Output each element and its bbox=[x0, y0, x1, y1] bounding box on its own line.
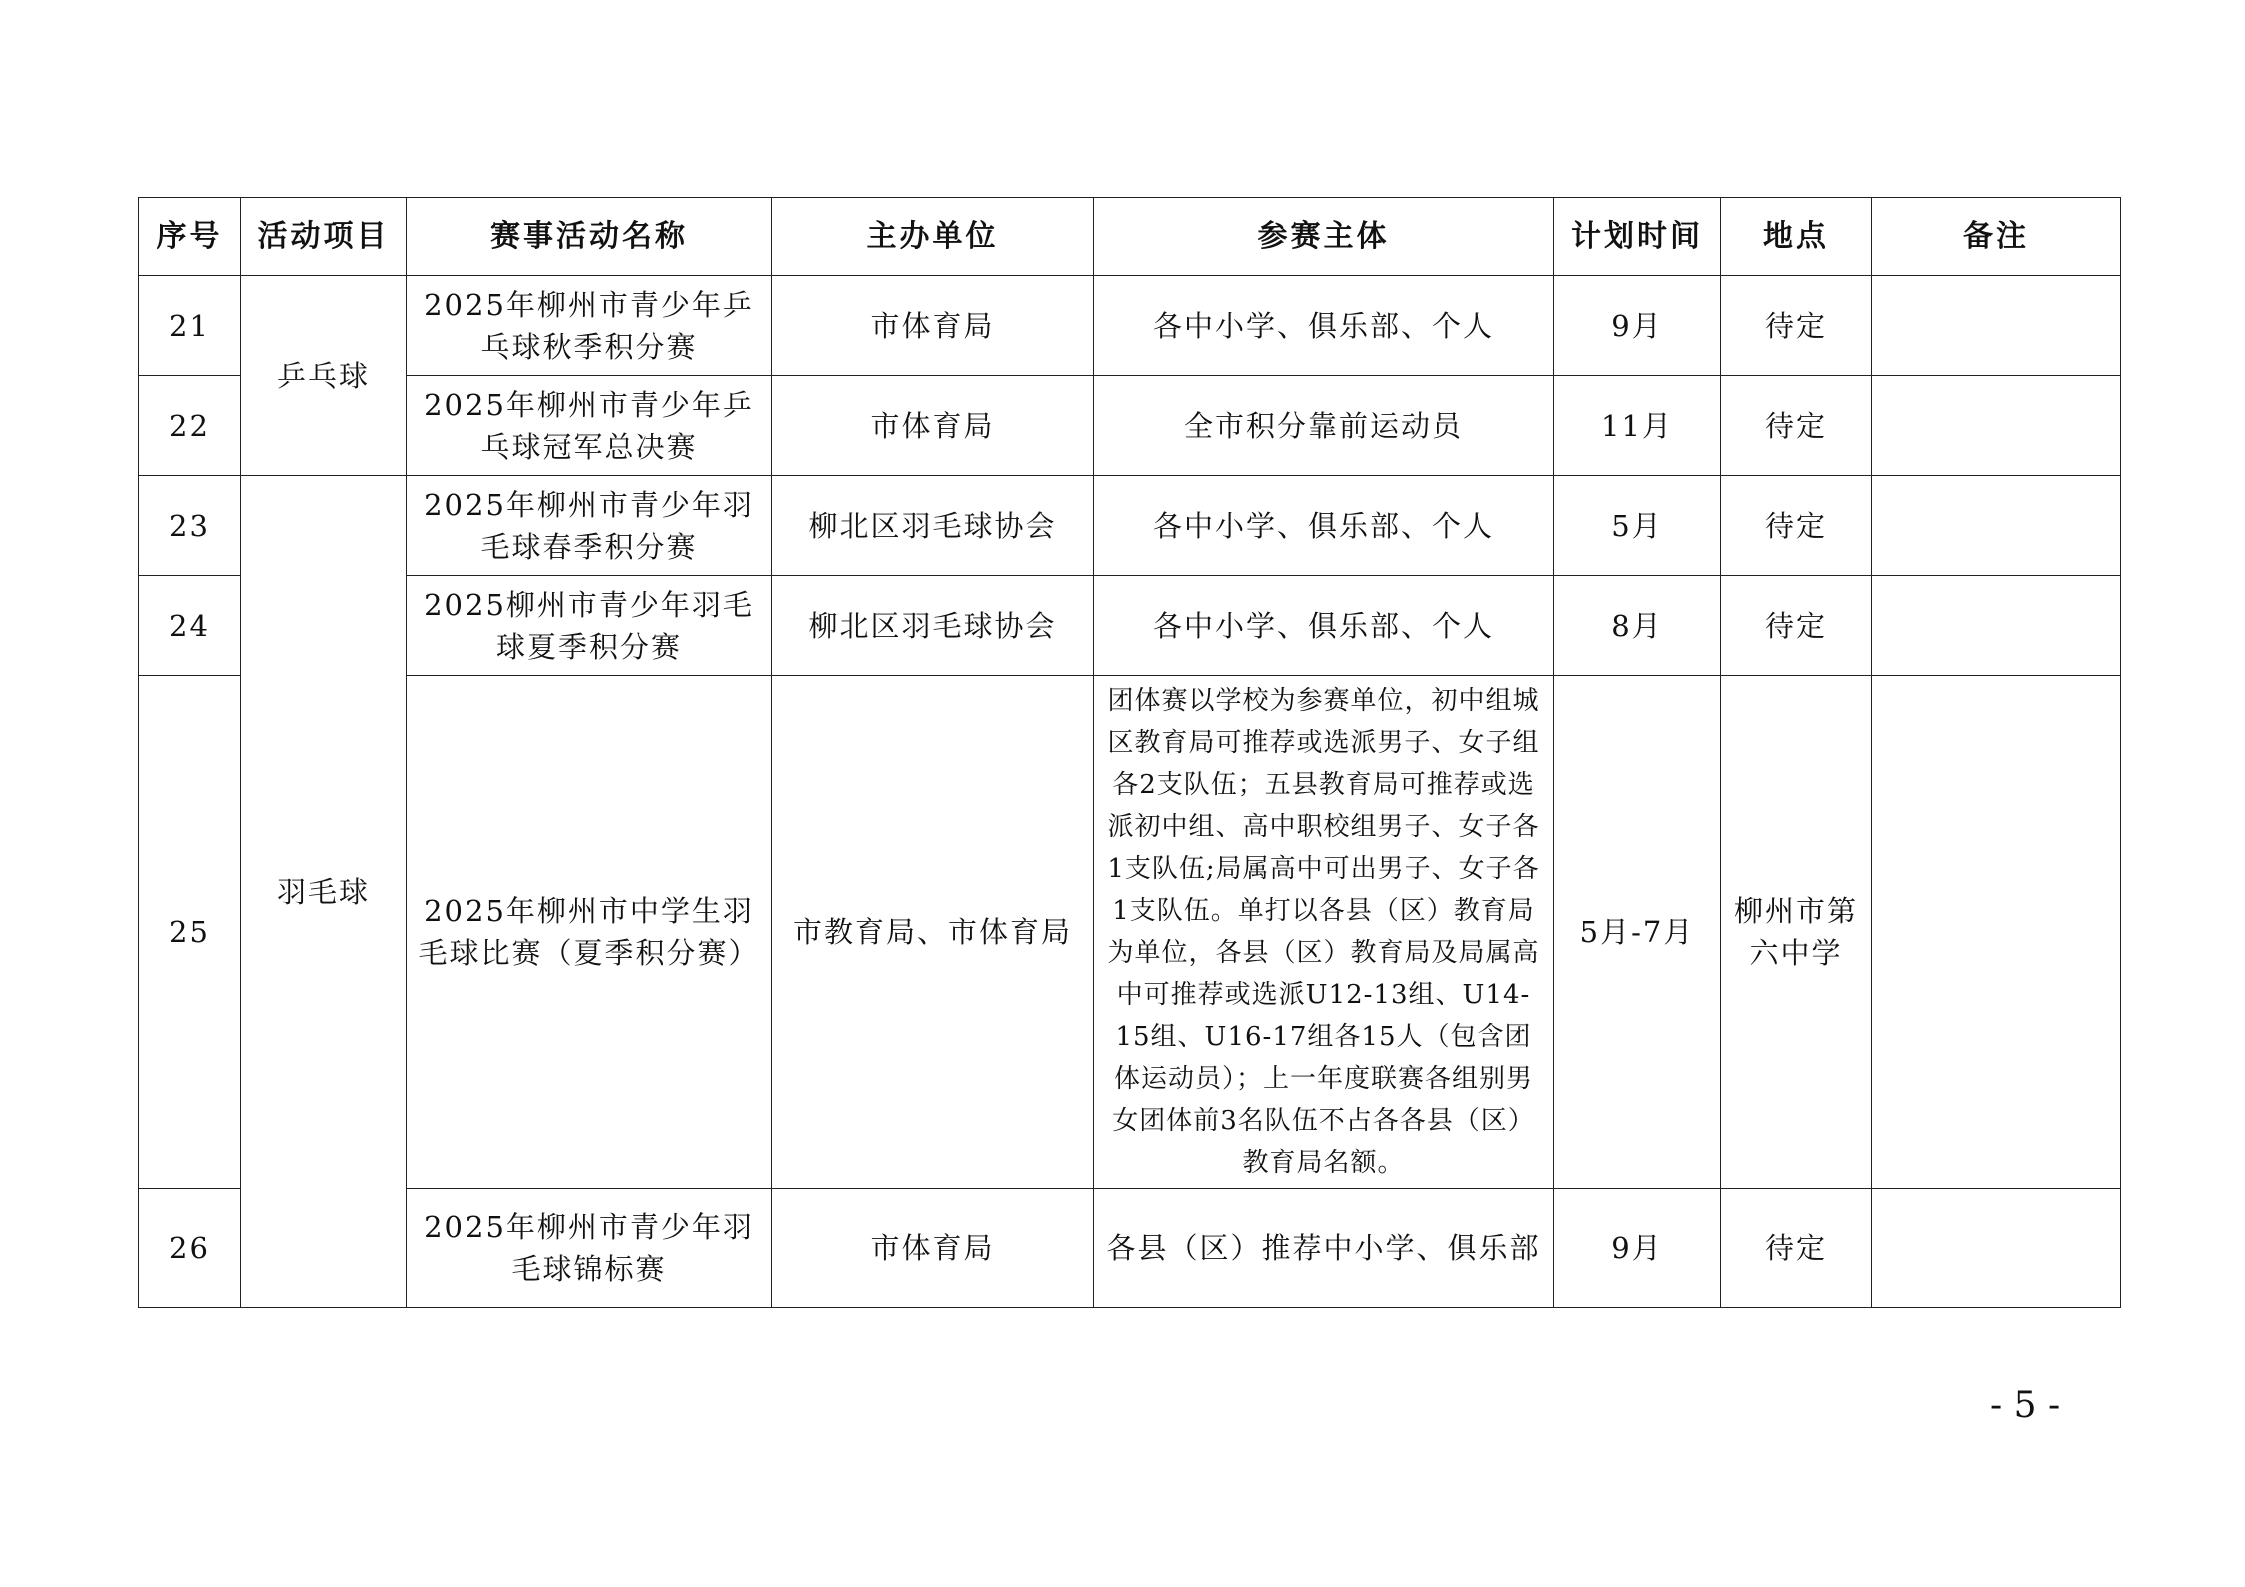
cell-category: 羽毛球 bbox=[241, 476, 407, 1308]
cell-organizer: 市体育局 bbox=[772, 276, 1094, 376]
cell-organizer: 市教育局、市体育局 bbox=[772, 676, 1094, 1189]
table-row bbox=[139, 476, 2121, 576]
header-cell-no: 序号 bbox=[139, 198, 241, 276]
cell-no: 23 bbox=[139, 476, 241, 576]
cell-name: 2025柳州市青少年羽毛球夏季积分赛 bbox=[407, 576, 772, 676]
cell-location: 待定 bbox=[1721, 576, 1872, 676]
header-cell-remark: 备注 bbox=[1872, 198, 2121, 276]
cell-remark bbox=[1872, 576, 2121, 676]
cell-category: 乒乓球 bbox=[241, 276, 407, 476]
header-row bbox=[139, 198, 2121, 276]
cell-name: 2025年柳州市青少年羽毛球春季积分赛 bbox=[407, 476, 772, 576]
cell-organizer: 市体育局 bbox=[772, 376, 1094, 476]
cell-remark bbox=[1872, 476, 2121, 576]
cell-no: 21 bbox=[139, 276, 241, 376]
cell-participants: 团体赛以学校为参赛单位，初中组城区教育局可推荐或选派男子、女子组各2支队伍；五县教育局可推荐或选派初中组、高中职校组男子、女子各1支队伍;局属高中可出男子、女子各1支队伍。单打以各县（区）教育局为单位，各县（区）教育局及局属高中可推荐或选派U12-13组、U14-15组、U16-17组各15人（包含团体运动员）；上一年度联赛各组别男女团体前3名队伍不占各各县（区）教育局名额。 bbox=[1094, 676, 1554, 1189]
header-cell-name: 赛事活动名称 bbox=[407, 198, 772, 276]
table-row bbox=[139, 1189, 2121, 1308]
cell-no: 26 bbox=[139, 1189, 241, 1308]
cell-name: 2025年柳州市青少年乒乓球秋季积分赛 bbox=[407, 276, 772, 376]
cell-name: 2025年柳州市青少年乒乓球冠军总决赛 bbox=[407, 376, 772, 476]
cell-time: 5月 bbox=[1554, 476, 1721, 576]
table-row bbox=[139, 376, 2121, 476]
cell-remark bbox=[1872, 376, 2121, 476]
header-cell-time: 计划时间 bbox=[1554, 198, 1721, 276]
cell-no: 22 bbox=[139, 376, 241, 476]
table-row bbox=[139, 276, 2121, 376]
cell-location: 柳州市第六中学 bbox=[1721, 676, 1872, 1189]
cell-no: 25 bbox=[139, 676, 241, 1189]
cell-participants: 各中小学、俱乐部、个人 bbox=[1094, 476, 1554, 576]
cell-location: 待定 bbox=[1721, 1189, 1872, 1308]
header-cell-participants: 参赛主体 bbox=[1094, 198, 1554, 276]
cell-time: 8月 bbox=[1554, 576, 1721, 676]
header-cell-category: 活动项目 bbox=[241, 198, 407, 276]
cell-name: 2025年柳州市青少年羽毛球锦标赛 bbox=[407, 1189, 772, 1308]
page-number: - 5 - bbox=[1990, 1385, 2061, 1426]
cell-remark bbox=[1872, 1189, 2121, 1308]
cell-organizer: 柳北区羽毛球协会 bbox=[772, 476, 1094, 576]
schedule-table bbox=[138, 197, 2121, 1308]
cell-name: 2025年柳州市中学生羽毛球比赛（夏季积分赛） bbox=[407, 676, 772, 1189]
cell-remark bbox=[1872, 276, 2121, 376]
cell-organizer: 市体育局 bbox=[772, 1189, 1094, 1308]
cell-participants: 各中小学、俱乐部、个人 bbox=[1094, 276, 1554, 376]
cell-time: 9月 bbox=[1554, 276, 1721, 376]
cell-organizer: 柳北区羽毛球协会 bbox=[772, 576, 1094, 676]
header-cell-organizer: 主办单位 bbox=[772, 198, 1094, 276]
cell-remark bbox=[1872, 676, 2121, 1189]
table-row bbox=[139, 576, 2121, 676]
cell-location: 待定 bbox=[1721, 376, 1872, 476]
cell-location: 待定 bbox=[1721, 276, 1872, 376]
cell-time: 5月-7月 bbox=[1554, 676, 1721, 1189]
cell-time: 11月 bbox=[1554, 376, 1721, 476]
cell-participants: 各县（区）推荐中小学、俱乐部 bbox=[1094, 1189, 1554, 1308]
cell-participants: 各中小学、俱乐部、个人 bbox=[1094, 576, 1554, 676]
table-row bbox=[139, 676, 2121, 1189]
cell-no: 24 bbox=[139, 576, 241, 676]
cell-participants: 全市积分靠前运动员 bbox=[1094, 376, 1554, 476]
cell-location: 待定 bbox=[1721, 476, 1872, 576]
header-cell-location: 地点 bbox=[1721, 198, 1872, 276]
cell-time: 9月 bbox=[1554, 1189, 1721, 1308]
